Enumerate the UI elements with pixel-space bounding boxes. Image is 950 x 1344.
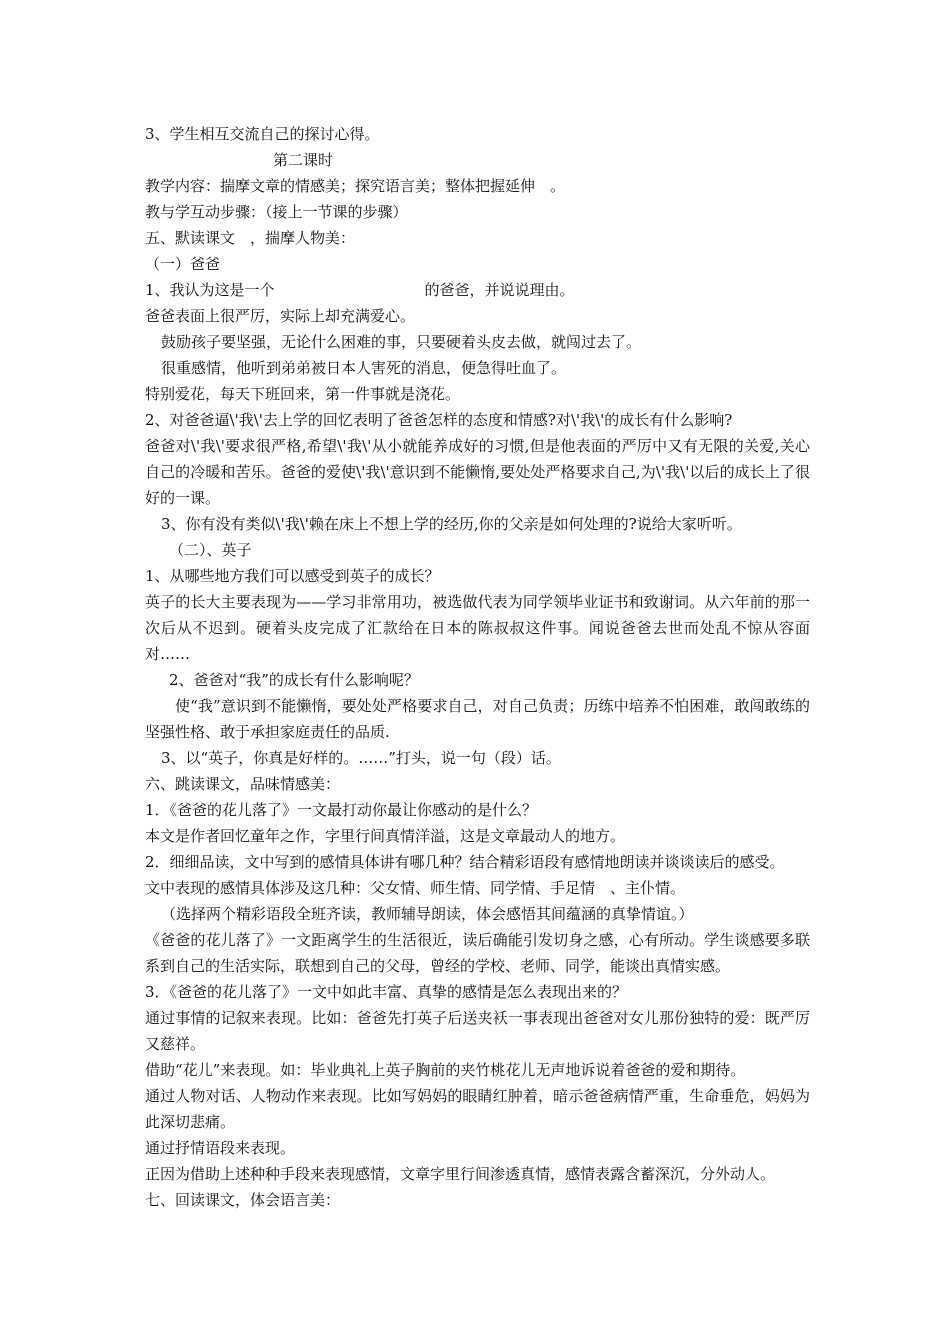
section-title: 第二课时: [273, 151, 334, 169]
answer-paragraph: 通过人物对话、人物动作来表现。比如写妈妈的眼睛红肿着，暗示爸爸病情严重，生命垂危，妈妈为此深切悲痛。: [145, 1087, 810, 1131]
question: 1、从哪些地方我们可以感受到英子的成长？: [145, 567, 440, 585]
answer-paragraph: 爸爸对\'我\'要求很严格,希望\'我\'从小就能养成好的习惯,但是他表面的严厉中又有无限的关爱,关心自己的冷暖和苦乐。爸爸的爱使\'我\'意识到不能懒惰,要处处严格要求自己,为\'我\'以后的成长上了很好的一课。: [145, 437, 810, 507]
question: 1、我认为这是一个 的爸爸，并说说理由。: [145, 281, 575, 299]
text-line: 通过抒情语段来表现。: [145, 1139, 296, 1157]
question: 3．《爸爸的花儿落了》一文中如此丰富、真挚的感情是怎么表现出来的？: [145, 983, 628, 1001]
section-heading: 七、回读课文，体会语言美：: [145, 1191, 341, 1209]
text-line: 文中表现的感情具体涉及这几种：父女情、师生情、同学情、手足情 、主仆情。: [145, 879, 686, 897]
text-line: 很重感情，他听到弟弟被日本人害死的消息，便急得吐血了。: [161, 359, 567, 377]
question: 2．细细品读，文中写到的感情具体讲有哪几种？结合精彩语段有感情地朗读并谈谈读后的感受。: [145, 853, 785, 871]
text-line: 借助“花儿”来表现。如：毕业典礼上英子胸前的夹竹桃花儿无声地诉说着爸爸的爱和期待。: [145, 1061, 746, 1079]
subsection-heading: （二）、英子: [169, 541, 252, 559]
text-line: 鼓励孩子要坚强，无论什么困难的事，只要硬着头皮去做，就闯过去了。: [161, 333, 642, 351]
answer-paragraph: 通过事情的记叙来表现。比如：爸爸先打英子后送夹袄一事表现出爸爸对女儿那份独特的爱：既严厉又慈祥。: [145, 1009, 810, 1053]
section-heading: 六、跳读课文，品味情感美：: [145, 775, 341, 793]
question: 2、爸爸对“我”的成长有什么影响呢？: [169, 671, 419, 689]
text-line: 教与学互动步骤：（接上一节课的步骤）: [145, 203, 408, 221]
answer-paragraph: 《爸爸的花儿落了》一文距离学生的生活很近，读后确能引发切身之感，心有所动。学生谈感要多联系到自己的生活实际，联想到自己的父母，曾经的学校、老师、同学，能谈出真情实感。: [145, 931, 810, 975]
answer-paragraph: 使“我”意识到不能懒惰，要处处严格要求自己，对自己负责；历练中培养不怕困难，敢闯敢练的坚强性格、敢于承担家庭责任的品质.: [145, 697, 810, 741]
text-line: 3、学生相互交流自己的探讨心得。: [145, 125, 380, 143]
question: 1．《爸爸的花儿落了》一文最打动你最让你感动的是什么？: [145, 801, 538, 819]
subsection-heading: （一）爸爸: [145, 255, 221, 273]
section-heading: 五、默读课文 ，揣摩人物美：: [145, 229, 356, 247]
question: 2、对爸爸逼\'我\'去上学的回忆表明了爸爸怎样的态度和情感?对\'我\'的成长有什么影响?: [145, 411, 733, 429]
question: 3、你有没有类似\'我\'赖在床上不想上学的经历,你的父亲是如何处理的?说给大家听听。: [161, 515, 742, 533]
answer-paragraph: 正因为借助上述种种手段来表现感情，文章字里行间渗透真情，感情表露含蓄深沉，分外动人。: [145, 1165, 776, 1183]
text-line: 爸爸表面上很严厉，实际上却充满爱心。: [145, 307, 416, 325]
answer-paragraph: 英子的长大主要表现为——学习非常用功，被选做代表为同学领毕业证书和致谢词。从六年前的那一次后从不迟到。硬着头皮完成了汇款给在日本的陈叔叔这件事。闻说爸爸去世而处乱不惊从容面对……: [145, 593, 810, 663]
text-line: 本文是作者回忆童年之作，字里行间真情洋溢，这是文章最动人的地方。: [145, 827, 626, 845]
document-body: [145, 121, 810, 1213]
text-line: （选择两个精彩语段全班齐读，教师辅导朗读，体会感悟其间蕴涵的真挚情谊。）: [161, 905, 694, 923]
text-line: 特别爱花，每天下班回来，第一件事就是浇花。: [145, 385, 461, 403]
text-line: 教学内容：揣摩文章的情感美；探究语言美；整体把握延伸 。: [145, 177, 566, 195]
question: 3、以“英子，你真是好样的。……”打头，说一句（段）话。: [161, 749, 561, 767]
